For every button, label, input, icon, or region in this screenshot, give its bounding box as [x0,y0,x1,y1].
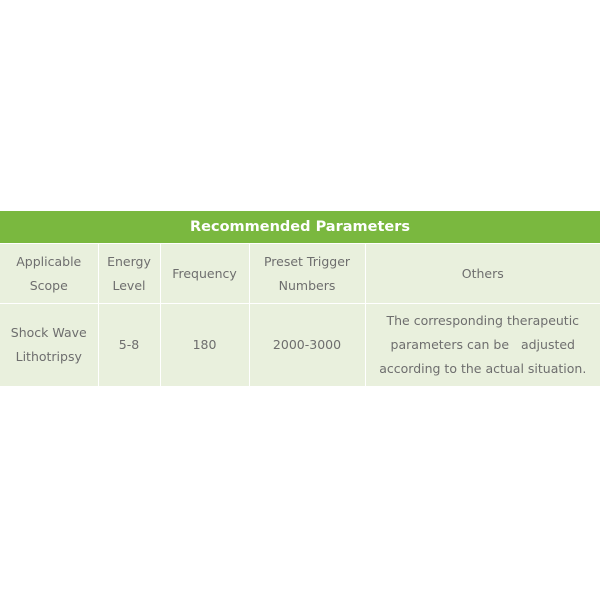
header-applicable-scope-line-2: Scope [29,277,68,293]
cell-preset-trigger-numbers [249,304,365,387]
cell-applicable-scope [0,304,98,387]
header-frequency-line-1: Frequency [172,265,237,281]
cell-others-line-3: according to the actual situation. [379,361,587,376]
cell-preset-trigger-value: 2000-3000 [272,337,342,352]
header-frequency [160,244,249,304]
header-energy-level-line-2: Level [112,277,146,293]
cell-others-line-2: parameters can be adjusted [390,337,575,352]
header-preset-trigger-numbers [249,244,365,304]
header-others [365,244,600,304]
cell-frequency [160,304,249,387]
cell-frequency-value: 180 [192,337,217,352]
cell-others [365,304,600,387]
header-preset-trigger-line-2: Numbers [278,277,336,293]
recommended-parameters-table [0,211,600,387]
header-energy-level [98,244,160,304]
table-row [0,304,600,387]
cell-applicable-scope-line-2: Lithotripsy [15,349,82,364]
cell-energy-level [98,304,160,387]
header-applicable-scope-line-1: Applicable [16,253,82,269]
table-title: Recommended Parameters [0,211,600,244]
header-others-line-1: Others [461,265,504,281]
header-energy-level-line-1: Energy [107,253,151,269]
cell-applicable-scope-line-1: Shock Wave [10,325,87,340]
table-header-row [0,244,600,304]
header-applicable-scope [0,244,98,304]
cell-others-line-1: The corresponding therapeutic [386,313,580,328]
cell-energy-level-value: 5-8 [118,337,140,352]
table-title-row [0,211,600,244]
header-preset-trigger-line-1: Preset Trigger [263,253,351,269]
